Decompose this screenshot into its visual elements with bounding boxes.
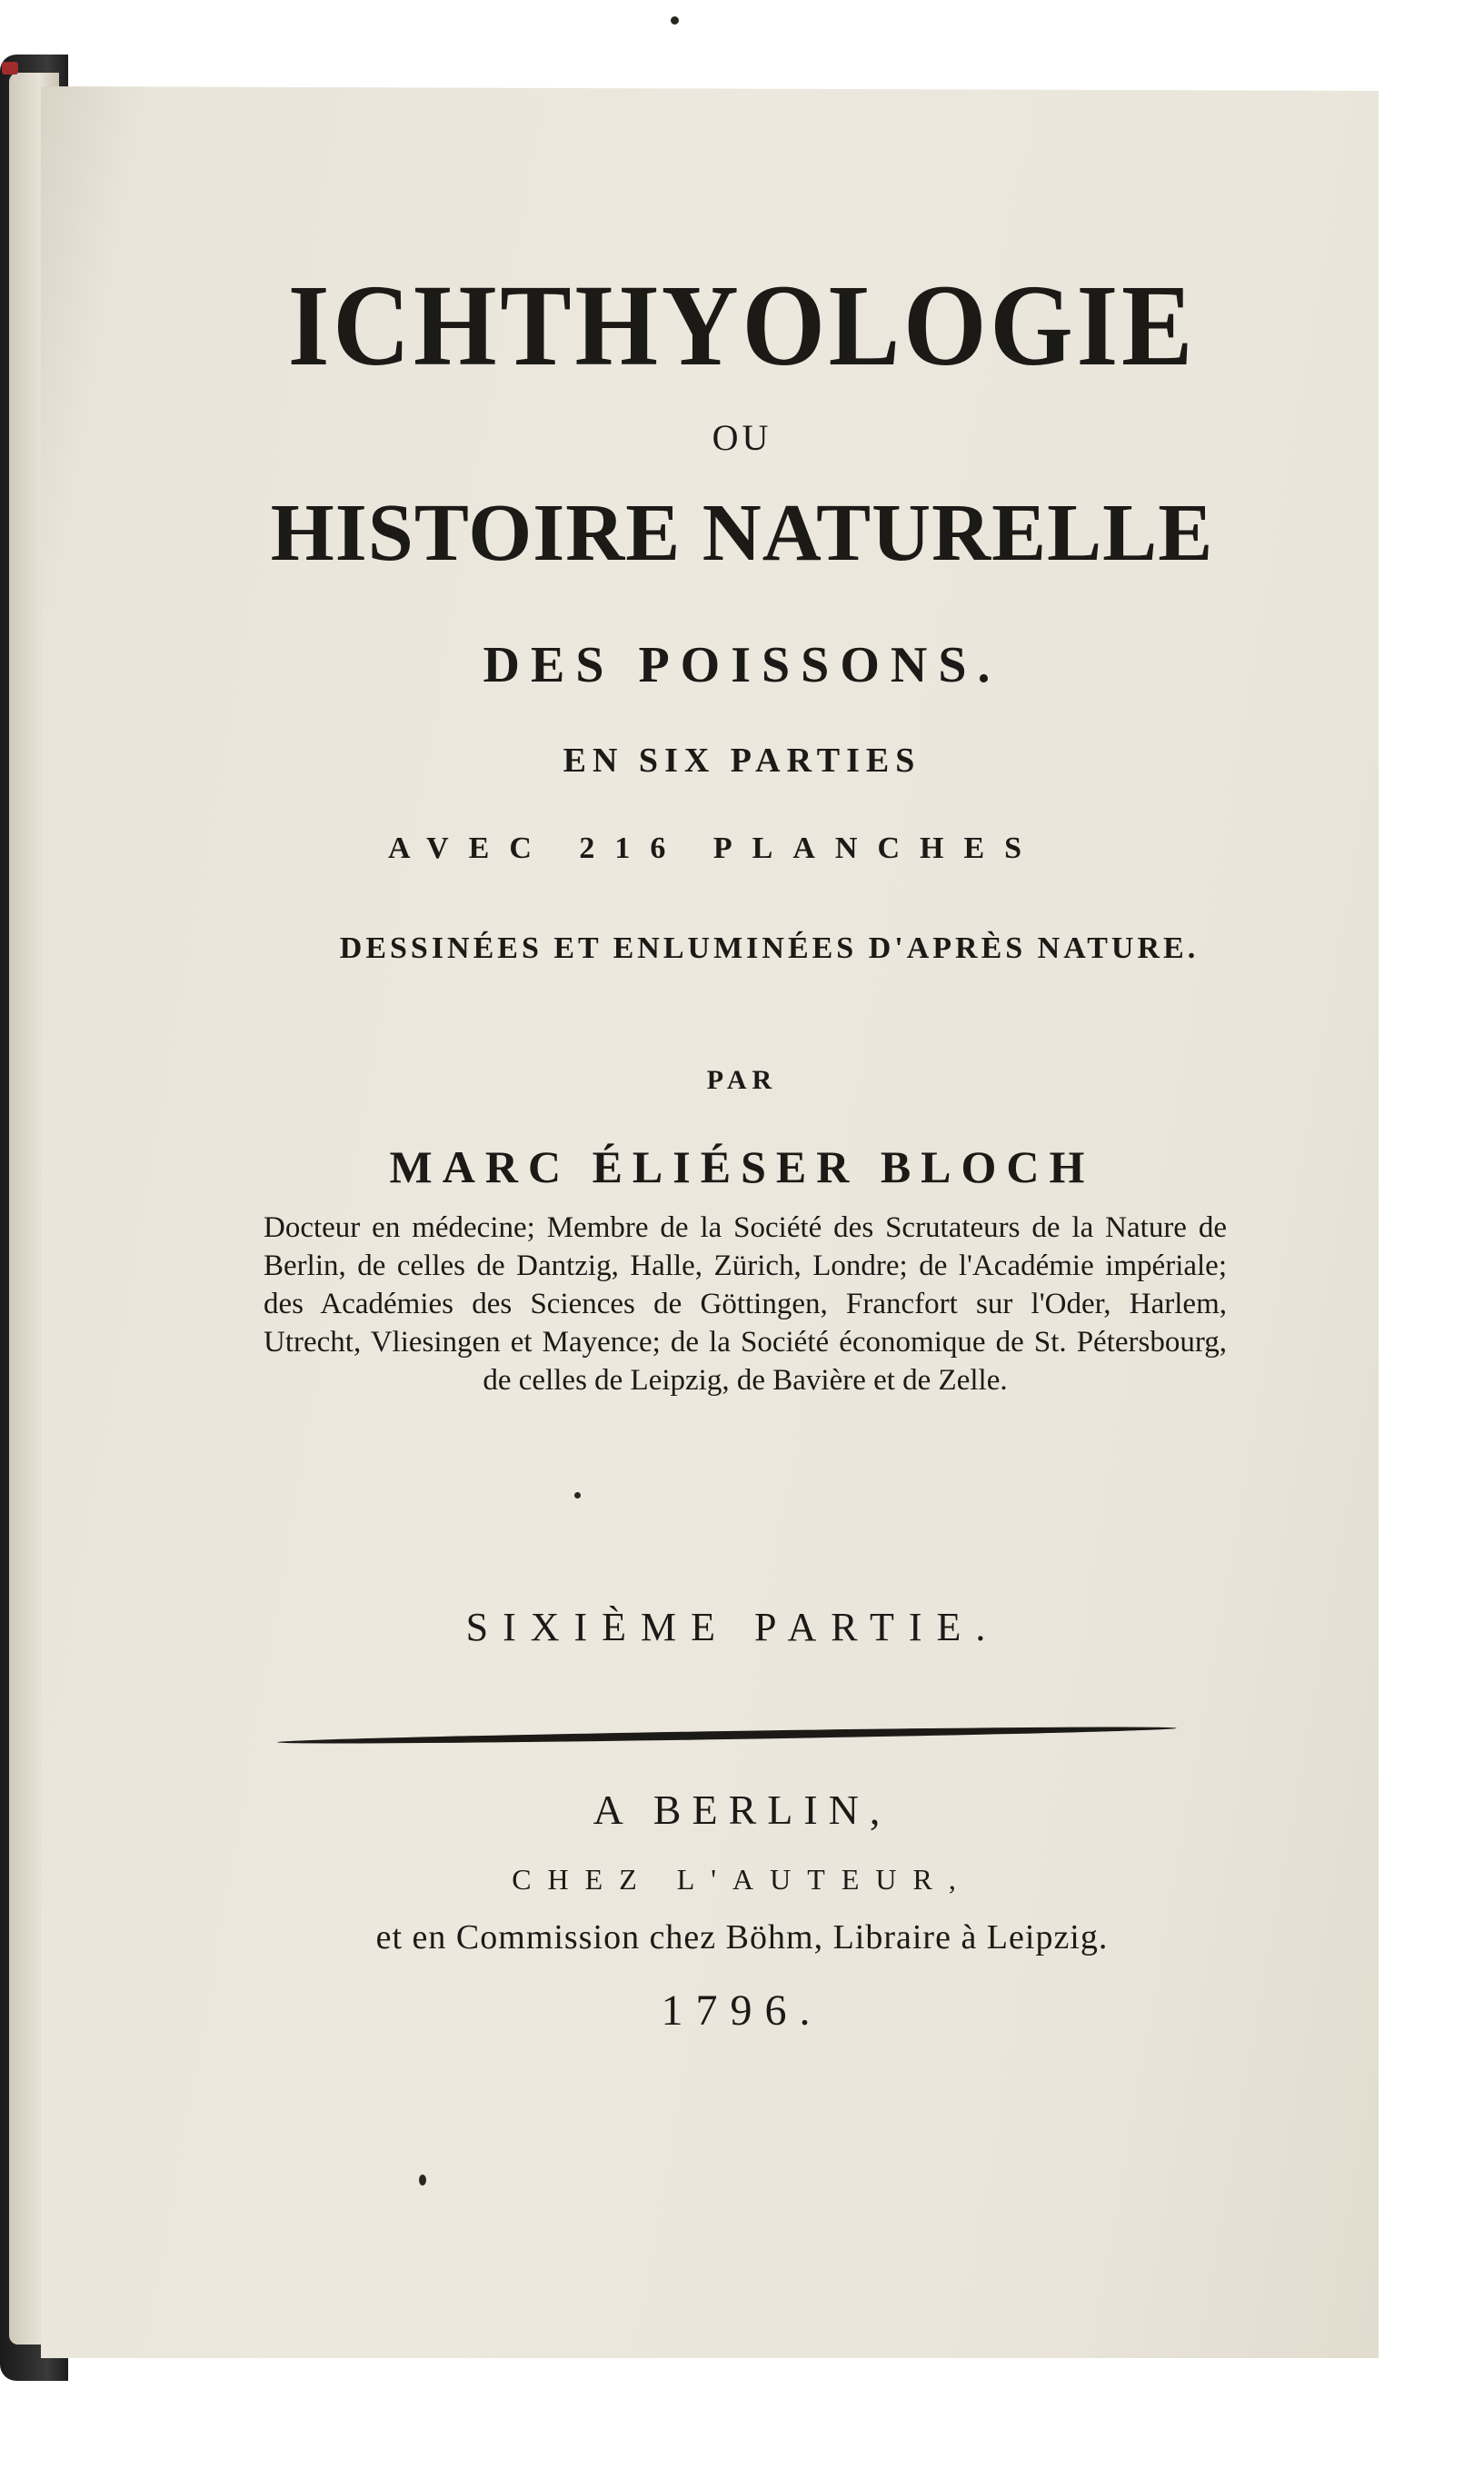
book-subject: DES POISSONS.: [483, 637, 1001, 693]
author-name: MARC ÉLIÉSER BLOCH: [389, 1141, 1095, 1192]
book-subtitle: HISTOIRE NATURELLE: [270, 488, 1214, 578]
parts-line: EN SIX PARTIES: [563, 742, 921, 780]
volume-label: SIXIÈME PARTIE.: [465, 1605, 1001, 1649]
imprint-commission: et en Commission chez Böhm, Libraire à Leipzig.: [375, 1918, 1109, 1956]
ink-speck: [419, 2175, 426, 2185]
author-credentials: Docteur en médecine; Membre de la Société des Scrutateurs de la Nature de Berlin, de celles de Dantzig, Halle, Zürich, Londre; de l'Académie impériale; des Académies des Sciences de Göttingen, Francfort sur l'Oder, Harlem, Utrecht, Vliesingen et Mayence; de la Société économique de St. Pétersbourg, de celles de Leipzig, de Bavière et de Zelle.: [264, 1211, 1227, 1397]
imprint-place: A BERLIN,: [593, 1787, 891, 1833]
par-line: PAR: [706, 1065, 778, 1095]
imprint-publisher: CHEZ L'AUTEUR,: [512, 1863, 972, 1896]
imprint-year: 1796.: [661, 1986, 823, 2035]
plates-note: DESSINÉES ET ENLUMINÉES D'APRÈS NATURE.: [339, 931, 1200, 965]
cover-red-mark-top: [2, 62, 18, 75]
ink-speck: [574, 1492, 581, 1498]
title-conjunction: OU: [712, 417, 772, 458]
plates-line: AVEC 216 PLANCHES: [387, 831, 1042, 865]
book-title: ICHTHYOLOGIE: [287, 261, 1197, 390]
ink-speck: [671, 16, 679, 25]
